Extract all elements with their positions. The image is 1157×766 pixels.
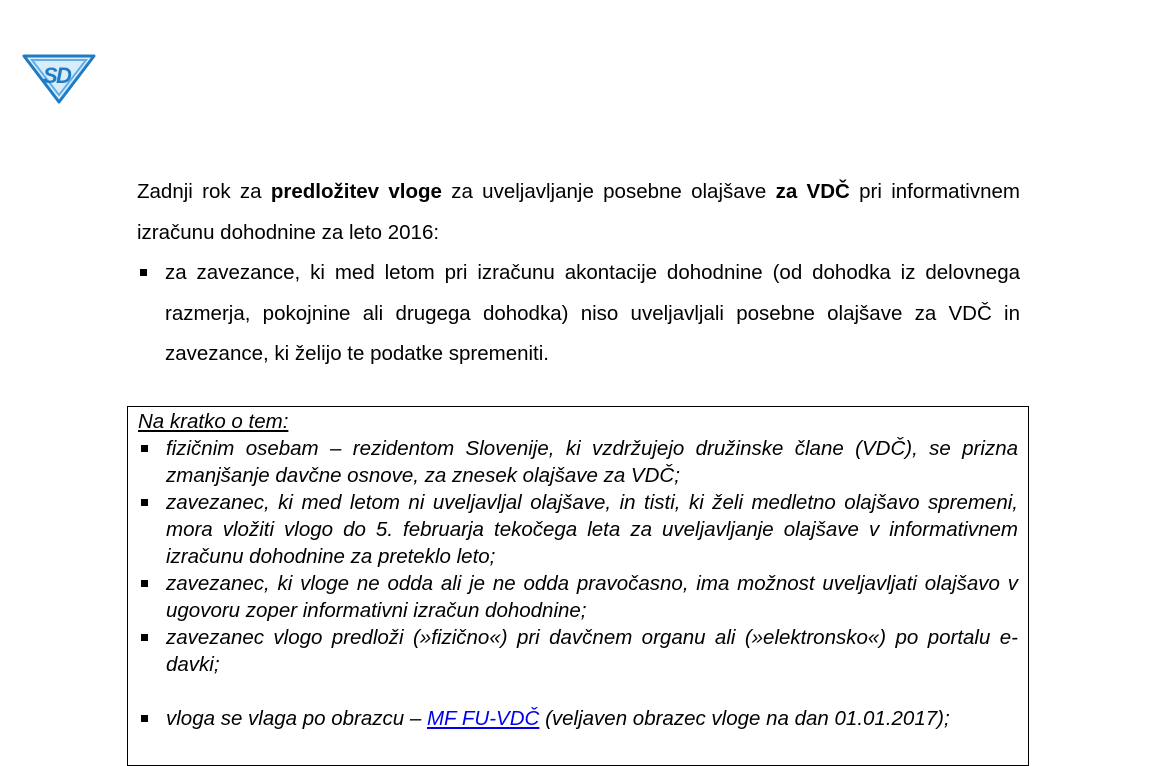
summary-box [127,406,1029,766]
svg-text:D: D [56,63,72,88]
square-bullet-icon [141,499,148,506]
list-item: zavezanec vlogo predloži (»fizično«) pri davčnem organu ali (»elektronsko«) po portalu e-davki; [138,624,1018,678]
list-item: zavezanec, ki med letom ni uveljavljal olajšave, in tisti, ki želi medletno olajšavo spremeni, mora vložiti vlogo do 5. februarja tekočega leta za uveljavljanje olajšave v informativnem izračunu dohodnine za preteklo leto; [138,489,1018,570]
intro-list [137,253,1020,375]
svg-text:S: S [43,63,58,88]
square-bullet-icon [140,269,147,276]
square-bullet-icon [141,715,148,722]
sd-shield-logo-icon [22,50,96,104]
summary-list [138,435,1018,732]
form-link-mf-fu-vdc[interactable]: MF FU-VDČ [426,707,540,730]
list-item: za zavezance, ki med letom pri izračunu akontacije dohodnine (od dohodka iz delovnega razmerja, pokojnine ali drugega dohodka) niso uveljavljali posebne olajšave za VDČ in zavezance, ki želijo te podatke spremeniti. [137,253,1020,375]
intro-section [137,172,1020,375]
list-item: zavezanec, ki vloge ne odda ali je ne odda pravočasno, ima možnost uveljavljati olajšavo v ugovoru zoper informativni izračun dohodnine; [138,570,1018,624]
square-bullet-icon [141,580,148,587]
intro-paragraph: Zadnji rok za predložitev vloge za uveljavljanje posebne olajšave za VDČ pri informativnem izračunu dohodnine za leto 2016: [137,180,1020,244]
square-bullet-icon [141,445,148,452]
square-bullet-icon [141,634,148,641]
list-item: fizičnim osebam – rezidentom Slovenije, ki vzdržujejo družinske člane (VDČ), se prizna zmanjšanje davčne osnove, za znesek olajšave za VDČ; [138,435,1018,489]
summary-title: Na kratko o tem: [138,410,289,433]
list-item: vloga se vlaga po obrazcu – MF FU-VDČ (veljaven obrazec vloge na dan 01.01.2017); [138,705,1018,732]
